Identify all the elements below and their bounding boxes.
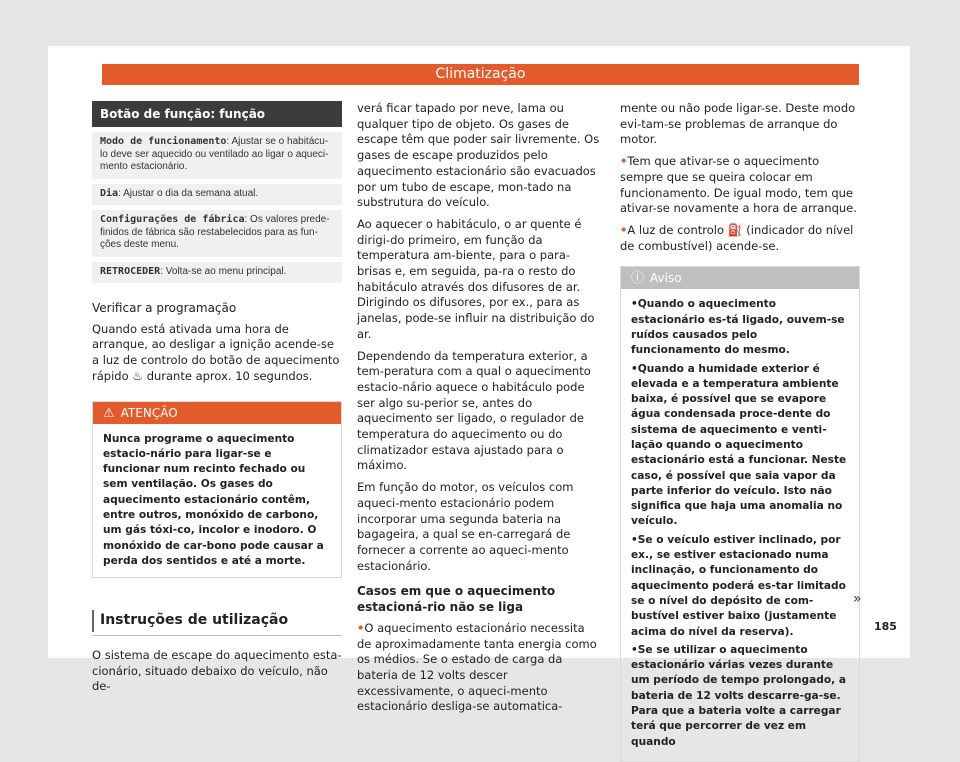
attention-title-text: ATENÇÃO xyxy=(120,405,178,420)
function-row-back xyxy=(92,262,342,284)
function-box-title: Botão de função: função xyxy=(92,101,342,127)
row-text: : Volta-se ao menu principal. xyxy=(160,265,287,277)
verify-heading: Verificar a programação xyxy=(92,301,237,315)
bullet-text: A luz de controlo xyxy=(627,222,724,237)
aviso-body xyxy=(621,289,859,761)
paragraph: verá ficar tapado por neve, lama ou qualquer tipo de objeto. Os gases de escape têm que poder sair livremente. Os gases de escape produzidos pelo aquecimento estacionário são evacuados por um tubo de escape, mon-tado na substrutura do veículo. xyxy=(357,101,600,210)
page-number: 185 xyxy=(874,620,897,633)
function-row-mode xyxy=(92,132,342,179)
attention-box xyxy=(92,401,342,579)
row-text: : Ajustar o dia da semana atual. xyxy=(118,187,259,199)
rapid-heating-icon: ♨ xyxy=(132,368,144,383)
aviso-item: • Quando o aquecimento estacionário es-tá ligado, ouvem-se ruídos causados pelo funcionamento do mesmo. xyxy=(631,297,849,358)
function-row-factory xyxy=(92,210,342,257)
section-text: O sistema de escape do aquecimento esta-cionário, situado debaixo do veículo, não de- xyxy=(92,647,342,694)
aviso-item: • Se o veículo estiver inclinado, por ex., se estiver estacionado numa inclinação, o funcionamento do aquecimento poderá es-tar limitado se o nível do depósito de com-bustível estiver baixo (justamente acima do nível da reserva). xyxy=(631,533,849,640)
section-title: Instruções de utilização xyxy=(92,608,342,636)
aviso-box xyxy=(620,266,860,762)
bullet-item xyxy=(620,223,860,254)
continue-mark: » xyxy=(853,591,862,607)
row-key: Modo de funcionamento xyxy=(100,136,227,147)
row-key: Configurações de fábrica xyxy=(100,214,245,225)
row-text: : Ajustar se o habitácu-lo deve ser aquecido ou ventilado ao ligar o aqueci-mento estacionário. xyxy=(100,136,329,172)
aviso-item: • Quando a humidade exterior é elevada e a temperatura ambiente baixa, é possível que se evapore água condensada proce-dente do sistema de aquecimento e venti-lação quando o aquecimento estacionário está a funcionar. Neste caso, é possível que saia vapor da parte inferior do veículo. Isto não significa que haja uma anomalia no veículo. xyxy=(631,362,849,530)
bullet-item: • O aquecimento estacionário necessita de aproximadamente tanta energia como os médios. Se o estado de carga da bateria de 12 volts descer excessivamente, o aqueci-mento estacionário desliga-se automatica- xyxy=(357,621,602,715)
column-2 xyxy=(357,101,602,721)
warning-triangle-icon: ⚠ xyxy=(103,405,115,421)
fuel-gauge-icon: ⛽ xyxy=(727,222,743,237)
verify-text xyxy=(92,322,342,385)
function-row-day xyxy=(92,184,342,206)
cases-heading: Casos em que o aquecimento estacioná-rio não se liga xyxy=(357,584,556,615)
paragraph: mente ou não pode ligar-se. Deste modo evi-tam-se problemas de arranque do motor. xyxy=(620,101,856,147)
row-text: : Os valores prede-finidos de fábrica são restabelecidos para as fun-ções deste menu. xyxy=(100,214,330,250)
attention-text: Nunca programe o aquecimento estacio-nário para ligar-se e funcionar num recinto fechado ou sem ventilação. Os gases do aquecimento estacionário contêm, entre outros, monóxido de carbono, um gás tóxi-co, incolor e inodoro. O monóxido de car-bono pode causar a perda dos sentidos e até a morte. xyxy=(103,432,324,567)
column-1 xyxy=(92,101,342,701)
bullet-text: (indicador do nível de combustível) acende-se. xyxy=(620,222,854,253)
column-3 xyxy=(620,101,860,762)
verify-text-end: durante aprox. 10 segundos. xyxy=(146,368,313,383)
info-icon: ⓘ xyxy=(631,271,645,287)
paragraph: Dependendo da temperatura exterior, a tem-peratura com a qual o aquecimento estacio-nário aquece o habitáculo pode ser algo su-perior se, antes do aquecimento ser ligado, o regulador de temperatura do aquecimento ou do climatizador estava ajustado para o máximo. xyxy=(357,348,591,473)
aviso-title xyxy=(621,267,859,289)
row-key: Dia xyxy=(100,187,119,199)
paragraph: Ao aquecer o habitáculo, o ar quente é dirigi-do primeiro, em função da temperatura am-biente, para o para-brisas e, em seguida, pa-ra o resto do habitáculo através dos difusores de ar. Dirigindo os difusores, por ex., para as janelas, pode-se influir na distribuição do ar. xyxy=(357,216,595,341)
bullet-item: • Tem que ativar-se o aquecimento sempre que se queira colocar em funcionamento. De igual modo, tem que ativar-se novamente a hora de arranque. xyxy=(620,154,860,217)
verify-text-main: Quando está ativada uma hora de arranque, ao desligar a ignição acende-se a luz de controlo do botão de aquecimento rápido xyxy=(92,321,340,383)
row-key: RETROCEDER xyxy=(100,265,161,277)
attention-title xyxy=(93,402,341,424)
chapter-header: Climatização xyxy=(102,64,859,85)
paragraph: Em função do motor, os veículos com aqueci-mento estacionário podem incorporar uma segunda bateria na bagageira, a qual se en-carregará de fornecer a corrente ao aqueci-mento estacionário. xyxy=(357,480,574,573)
aviso-item: • Se se utilizar o aquecimento estacionário várias vezes durante um período de tempo prolongado, a bateria de 12 volts descarre-ga-se. Para que a bateria volte a carregar terá que percorrer de vez em quando xyxy=(631,643,849,750)
aviso-title-text: Aviso xyxy=(650,271,682,286)
